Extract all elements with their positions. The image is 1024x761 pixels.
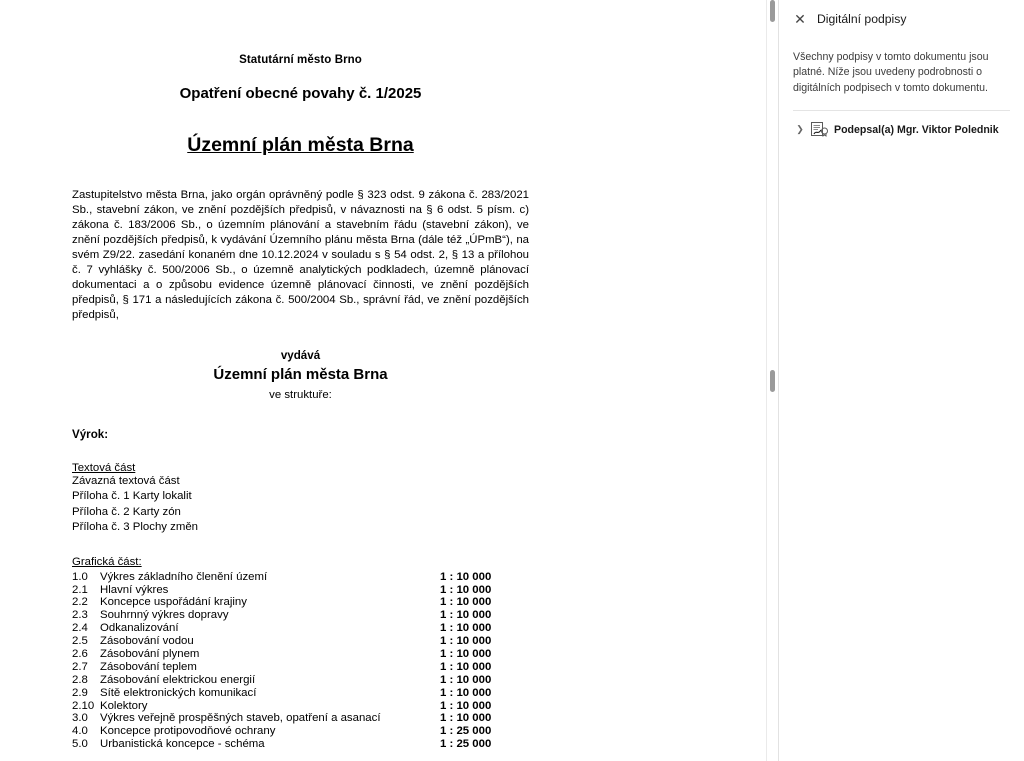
row-name: Souhrnný výkres dopravy [100,609,229,622]
row-number: 2.9 [72,686,88,699]
text-part-item: Příloha č. 3 Plochy změn [72,520,198,533]
row-number: 2.3 [72,609,88,622]
row-number: 3.0 [72,712,88,725]
row-name: Hlavní výkres [100,583,169,596]
close-icon[interactable]: ✕ [794,11,806,27]
row-name: Zásobování plynem [100,647,200,660]
signatures-panel-header [793,12,1010,26]
row-number: 5.0 [72,738,88,751]
row-scale: 1 : 10 000 [440,699,492,712]
row-scale: 1 : 10 000 [440,712,492,725]
row-name: Výkres veřejně prospěšných staveb, opatření a asanací [100,712,381,725]
table-row [72,674,529,687]
table-row [72,635,529,648]
text-part-heading: Textová část [72,462,136,475]
text-part-item: Příloha č. 2 Karty zón [72,505,181,518]
graphic-part-heading: Grafická část: [72,555,142,568]
table-row [72,700,529,713]
row-scale: 1 : 10 000 [440,660,492,673]
signatures-panel-description: Všechny podpisy v tomto dokumentu jsou platné. Níže jsou uvedeny podrobnosti o digitálních podpisech v tomto dokumentu. [793,51,989,94]
row-scale: 1 : 10 000 [440,609,492,622]
viewer-background [574,0,778,761]
row-name: Výkres základního členění území [100,570,268,583]
table-row [72,687,529,700]
document-page [22,0,574,761]
signature-label: Podepsal(a) Mgr. Viktor Polednik [834,123,999,136]
viewer-scrollbar[interactable] [766,0,778,761]
row-scale: 1 : 10 000 [440,647,492,660]
row-number: 2.10 [72,699,95,712]
row-scale: 1 : 10 000 [440,583,492,596]
table-row [72,648,529,661]
row-number: 2.4 [72,622,88,635]
scrollbar-thumb-top[interactable] [770,0,775,22]
row-scale: 1 : 10 000 [440,673,492,686]
row-number: 1.0 [72,570,88,583]
text-part-item: Závazná textová část [72,475,180,488]
signature-certificate-icon [811,122,828,137]
row-number: 2.2 [72,596,88,609]
table-row [72,609,529,622]
row-number: 2.6 [72,647,88,660]
row-number: 2.7 [72,660,88,673]
document-preamble-paragraph: Zastupitelstvo města Brna, jako orgán oprávněný podle § 323 odst. 9 zákona č. 283/2021 Sb., stavební zákon, ve znění pozdějších předpisů, v návaznosti na § 6 odst. 5 písm. c) zákona č. 183/2006 Sb., o územním plánování a stavebním řádu (stavební zákon), ve znění pozdějších předpisů, k vydávání Územního plánu města Brna (dále též „ÚPmB“), na svém Z9/22. zasedání konaném dne 10.12.2024 v souladu s § 54 odst. 2, § 13 a přílohou č. 7 vyhlášky č. 500/2006 Sb., o územně analytických podkladech, územně plánovací dokumentaci a o způsobu evidence územně plánovací činnosti, ve znění pozdějších předpisů, § 171 a následujících zákona č. 500/2004 Sb., správní řád, ve znění pozdějších předpisů, [72,189,529,321]
row-scale: 1 : 25 000 [440,725,492,738]
row-number: 2.5 [72,635,88,648]
table-row [72,584,529,597]
row-number: 2.1 [72,583,88,596]
row-name: Koncepce protipovodňové ochrany [100,725,276,738]
table-row [72,571,529,584]
row-name: Kolektory [100,699,148,712]
row-scale: 1 : 10 000 [440,596,492,609]
graphic-part-table [72,571,529,751]
document-title: Územní plán města Brna [187,134,414,156]
issues-title: Územní plán města Brna [213,366,388,384]
row-scale: 1 : 25 000 [440,738,492,751]
panel-divider [793,110,1010,111]
row-number: 2.8 [72,673,88,686]
row-name: Zásobování vodou [100,635,194,648]
structure-label: ve struktuře: [269,389,332,402]
verdict-label: Výrok: [72,428,109,442]
row-name: Koncepce uspořádání krajiny [100,596,247,609]
document-organization: Statutární město Brno [239,54,362,66]
row-name: Urbanistická koncepce - schéma [100,738,265,751]
scrollbar-thumb[interactable] [770,370,775,392]
table-row [72,661,529,674]
signatures-panel-title: Digitální podpisy [817,12,907,26]
table-row [72,725,529,738]
table-row [72,596,529,609]
chevron-right-icon[interactable]: ❯ [796,124,804,135]
row-scale: 1 : 10 000 [440,570,492,583]
digital-signatures-panel [778,0,1024,761]
row-scale: 1 : 10 000 [440,635,492,648]
row-number: 4.0 [72,725,88,738]
signature-list-item[interactable] [793,122,1010,137]
row-scale: 1 : 10 000 [440,622,492,635]
text-part-item: Příloha č. 1 Karty lokalit [72,490,192,503]
row-name: Odkanalizování [100,622,179,635]
document-measure-heading: Opatření obecné povahy č. 1/2025 [179,85,422,102]
table-row [72,622,529,635]
table-row [72,738,529,751]
row-name: Zásobování teplem [100,660,197,673]
row-name: Sítě elektronických komunikací [100,686,257,699]
row-name: Zásobování elektrickou energií [100,673,256,686]
issues-label: vydává [280,349,321,363]
row-scale: 1 : 10 000 [440,686,492,699]
table-row [72,712,529,725]
